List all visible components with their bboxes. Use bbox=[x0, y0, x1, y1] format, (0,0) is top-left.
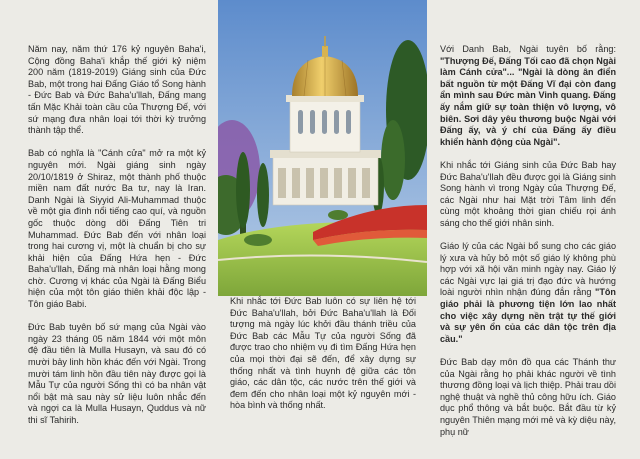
paragraph-instructions: Đức Bab dạy môn đồ qua các Thánh thư của Ngài rằng họ phải khác người về tình thương đồng loại và lịch thiệp. Phải trau dồi nghệ thuật và nghề thủ công hữu ích. Giáo dục phổ thông và bắt buộc. Bắt đầu từ kỷ nguyên Thiên mạng mới mẻ và kỳ diệu này, phụ nữ bbox=[440, 357, 616, 437]
teachings-text: Giáo lý của các Ngài bổ sung cho các giáo lý xưa và hủy bỏ một số giáo lý không phù hợp với xã hội văn minh ngày nay. Giáo lý các Ngài vực lại giá trị đạo đức và hướng loài người nhìn nhận đúng đắn rằng bbox=[440, 241, 616, 298]
paragraph-bab-meaning: Bab có nghĩa là "Cánh cửa" mở ra một kỷ nguyên mới. Ngài giáng sinh ngày 20/10/1819 ở Shiraz, một thành phố thuộc miền nam đất nước Ba tư, nay là Iran. Danh Ngài là Siyyid Ali-Muhammad thuộc về một gia đình nổi tiếng cao quí, và nguồn gốc thuộc dòng dõi Đấng Tiên tri Muhammad. Đức Bab đến với nhân loại trong hai cương vị, một là chuẩn bị cho sự khải hiện của Đấng Hứa hẹn - Đức Baha'u'llah, Đấng mà nhân loại hằng mong chờ. Cương vị khác của Ngài là Đấng Biểu hiện của một tôn giáo thiên khải độc lập - Tôn giáo Babi. bbox=[28, 148, 206, 310]
right-column bbox=[440, 44, 616, 450]
shrine-photo bbox=[218, 0, 427, 296]
shrine-illustration bbox=[218, 0, 427, 296]
teachings-quote: "Tôn giáo phải là phương tiện lớn lao nhất cho việc xây dựng nền trật tự thế giới và sự yên ổn của các dân tộc trên địa cầu." bbox=[440, 287, 616, 344]
paragraph-teachings bbox=[440, 241, 616, 345]
quote-intro: Với Danh Bab, Ngài tuyên bố rằng: bbox=[440, 44, 616, 54]
middle-column bbox=[230, 296, 416, 424]
paragraph-intro: Năm nay, năm thứ 176 kỷ nguyên Baha'i, Cộng đồng Baha'i khắp thế giới kỷ niệm 200 năm (1819-2019) Giáng sinh của Đức Bab, một trong hai Đấng Giáo tổ Song hành - Đức Bab và Đức Baha'u'llah, Đấng mang tấn Mặc Khải toàn cầu của Thượng Đế, với sứ mạng đưa nhân loại tới thời kỳ trưởng thành tập thể. bbox=[28, 44, 206, 136]
paragraph-twin-birth: Khi nhắc tới Giáng sinh của Đức Bab hay Đức Baha'u'llah đều được gọi là Giáng sinh Song hành vì trong Ngày của Thượng Đế, các Ngài như hai Mặt trời Tâm linh đến cùng một khoảng thời gian chiếu rọi ánh sáng cho thế giới nhân sinh. bbox=[440, 159, 616, 228]
paragraph-declaration-quote bbox=[440, 44, 616, 148]
paragraph-declaration: Đức Bab tuyên bố sứ mạng của Ngài vào ngày 23 tháng 05 năm 1844 với một môn đệ đầu tiên là Mulla Husayn, và sau đó có mười bảy linh hồn khác đến với Ngài. Trong mười tám linh hồn đầu tiên này được gọi là Mẫu Tự của người Sống thì có ba nhân vật nổi bật mà sau này sử liệu luôn nhắc đến và ngợi ca là Mulla Husayn, Quddus và nữ thi sĩ Tahirih. bbox=[28, 322, 206, 425]
quote-gate: "Thượng Đế, Đấng Tối cao đã chọn Ngài làm Cánh cửa"... "Ngài là dòng ân điển bất nguồn từ một Đấng Vĩ đại còn đang ẩn mình sau Đức màn Vinh quang. Đấng ấy nắm giữ sự toàn thiện vô lượng, vô biên. Sơi dây yêu thương buộc Ngài với Đấng ấy, và ý chí của Đấng ấy điều khiển hành động của Ngài". bbox=[440, 55, 616, 147]
paragraph-baha-u-llah-link: Khi nhắc tới Đức Bab luôn có sự liên hệ tới Đức Baha'u'llah, bởi Đức Baha'u'llah là Đối tượng mà ngày lúc khởi đầu thánh triều của Đức Bab các Mẫu Tự của người Sống đã được trao cho nhiệm vụ đi tìm Đấng Hứa hẹn của mọi thời đại sẽ đến, để xây dựng sự thống nhất và tình huynh đệ giữa các tôn giáo, các dân tộc, các nước trên thế giới và đem đến cho nhân loại một kỷ nguyên mới - hòa bình và thống nhất. bbox=[230, 296, 416, 411]
left-column bbox=[28, 44, 206, 438]
